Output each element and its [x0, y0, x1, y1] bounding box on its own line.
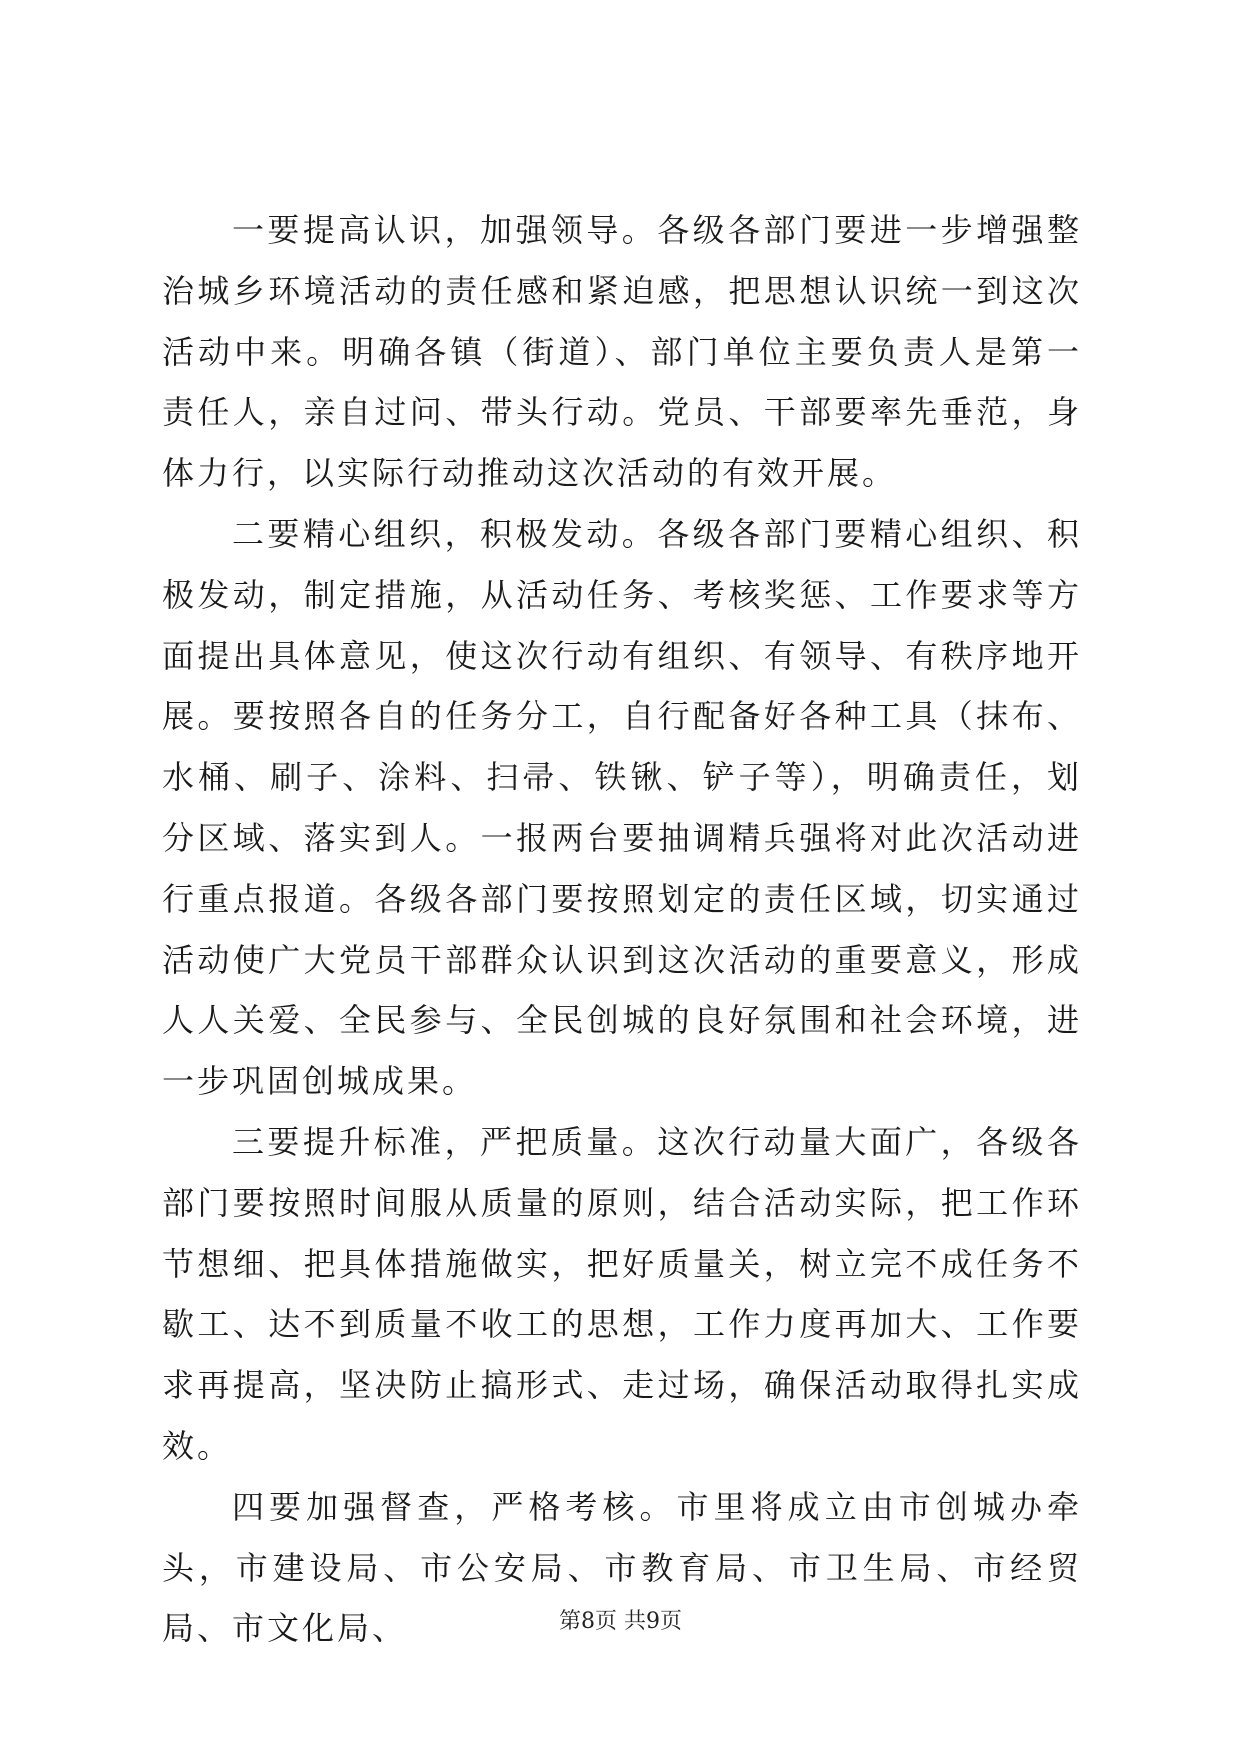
page-number-footer: 第8页 共9页 — [559, 1609, 682, 1634]
body-text — [162, 200, 1082, 1659]
paragraph-2: 二要精心组织，积极发动。各级各部门要精心组织、积极发动，制定措施，从活动任务、考核奖惩、工作要求等方面提出具体意见，使这次行动有组织、有领导、有秩序地开展。要按照各自的任务分工，自行配备好各种工具（抹布、水桶、刷子、涂料、扫帚、铁锹、铲子等），明确责任，划分区域、落实到人。一报两台要抽调精兵强将对此次活动进行重点报道。各级各部门要按照划定的责任区域，切实通过活动使广大党员干部群众认识到这次活动的重要意义，形成人人关爱、全民参与、全民创城的良好氛围和社会环境，进一步巩固创城成果。 — [162, 514, 1082, 1101]
paragraph-1: 一要提高认识，加强领导。各级各部门要进一步增强整治城乡环境活动的责任感和紧迫感，把思想认识统一到这次活动中来。明确各镇（街道）、部门单位主要负责人是第一责任人，亲自过问、带头行动。党员、干部要率先垂范，身体力行，以实际行动推动这次活动的有效开展。 — [162, 211, 1082, 493]
paragraph-4: 四要加强督查，严格考核。市里将成立由市创城办牵头，市建设局、市公安局、市教育局、市卫生局、市经贸局、市文化局、 — [162, 1487, 1082, 1648]
paragraph-3: 三要提升标准，严把质量。这次行动量大面广，各级各部门要按照时间服从质量的原则，结合活动实际，把工作环节想细、把具体措施做实，把好质量关，树立完不成任务不歇工、达不到质量不收工的思想，工作力度再加大、工作要求再提高，坚决防止搞形式、走过场，确保活动取得扎实成效。 — [162, 1122, 1082, 1465]
